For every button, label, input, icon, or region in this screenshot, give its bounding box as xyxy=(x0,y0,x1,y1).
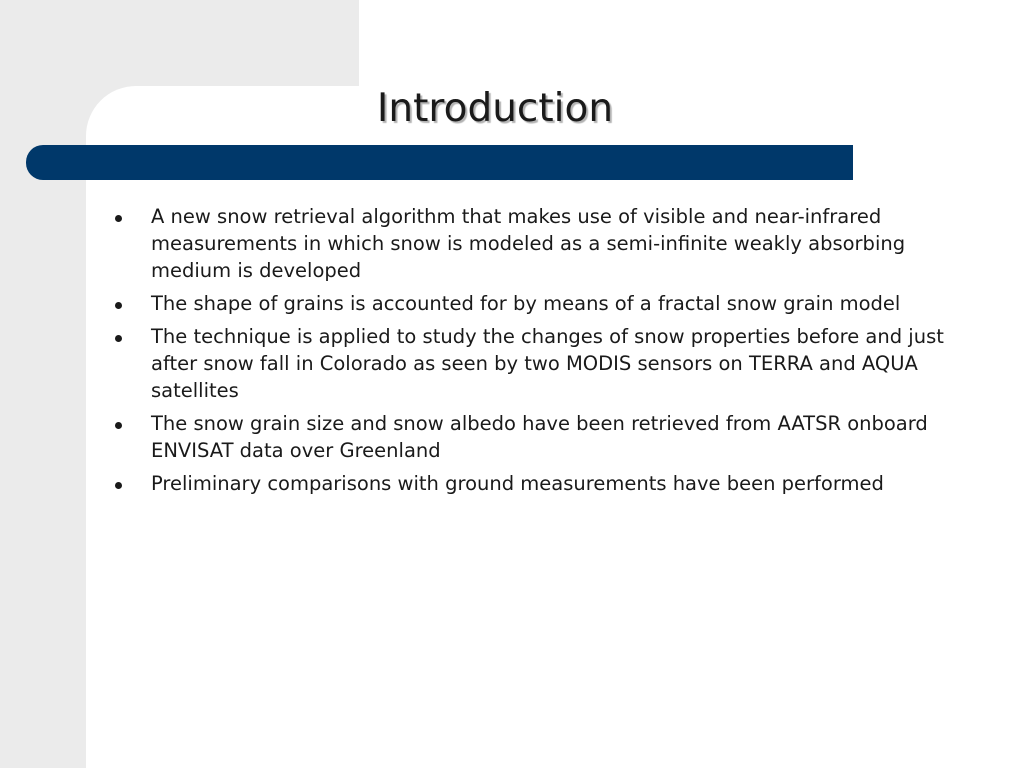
bullet-dot-icon xyxy=(115,302,122,309)
bullet-item xyxy=(110,410,990,464)
bullet-dot-icon xyxy=(115,422,122,429)
bullet-text: Preliminary comparisons with ground measurements have been performed xyxy=(151,472,884,495)
bullet-dot-icon xyxy=(115,215,122,222)
bullet-text: A new snow retrieval algorithm that makes use of visible and near-infrared measurements in which snow is modeled as a semi-infinite weakly absorbing medium is developed xyxy=(151,205,906,282)
bullet-dot-icon xyxy=(115,482,122,489)
bullet-dot-icon xyxy=(115,335,122,342)
bullet-text: The technique is applied to study the changes of snow properties before and just after snow fall in Colorado as seen by two MODIS sensors on TERRA and AQUA satellites xyxy=(151,325,944,402)
bullet-item xyxy=(110,470,990,497)
background-band-top xyxy=(0,0,359,86)
bullet-text: The shape of grains is accounted for by means of a fractal snow grain model xyxy=(151,292,901,315)
bullet-item xyxy=(110,290,990,317)
background-band-left xyxy=(0,0,86,768)
title-underline-bar xyxy=(26,145,853,180)
bullet-item xyxy=(110,203,990,284)
bullet-text: The snow grain size and snow albedo have been retrieved from AATSR onboard ENVISAT data over Greenland xyxy=(151,412,928,462)
slide-title: Introduction xyxy=(376,86,614,131)
bullet-item xyxy=(110,323,990,404)
bullet-list xyxy=(110,203,990,503)
